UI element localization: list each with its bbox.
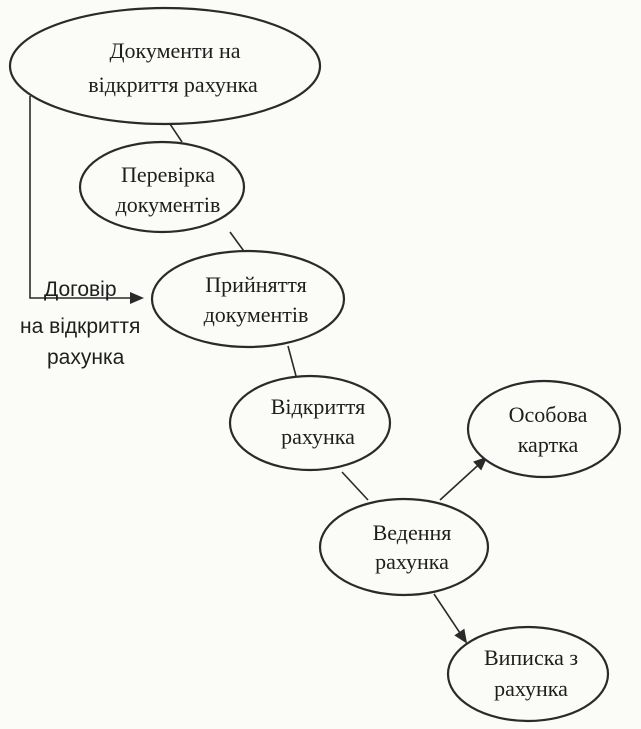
node-accept-ellipse	[152, 251, 344, 347]
node-maintain	[320, 499, 488, 595]
edge-accept-to-open	[288, 346, 296, 376]
node-check-line1: Перевірка	[120, 162, 216, 187]
agreement-label-line2: на відкриття	[20, 315, 141, 338]
node-statement	[448, 627, 608, 721]
node-personal-card-line2: картка	[517, 432, 579, 457]
node-documents-line1: Документи на	[109, 38, 241, 63]
node-documents-ellipse	[10, 8, 320, 124]
node-open-line1: Відкриття	[270, 394, 366, 419]
node-maintain-line2: рахунка	[375, 549, 449, 574]
node-open-ellipse	[230, 376, 390, 470]
node-maintain-line1: Ведення	[372, 520, 452, 545]
node-statement-line2: рахунка	[494, 676, 568, 701]
node-documents	[10, 8, 320, 124]
node-accept-line1: Прийняття	[205, 272, 307, 297]
node-maintain-ellipse	[320, 499, 488, 595]
node-check-line2: документів	[115, 192, 221, 217]
edge-maintain-to-card-arrow	[440, 458, 486, 500]
node-open-line2: рахунка	[281, 424, 355, 449]
edge-documents-to-check	[170, 124, 182, 142]
agreement-label	[20, 278, 140, 369]
agreement-label-line1: Договір	[44, 278, 117, 301]
node-open	[230, 376, 390, 470]
node-statement-ellipse	[448, 627, 608, 721]
edge-open-to-maintain	[342, 472, 368, 500]
node-check	[80, 142, 244, 232]
node-personal-card-ellipse	[468, 381, 620, 477]
node-accept-line2: документів	[203, 302, 309, 327]
node-statement-line1: Виписка з	[483, 645, 579, 670]
edge-maintain-to-statement-arrow	[434, 594, 466, 642]
node-accept	[152, 251, 344, 347]
node-documents-line2: відкриття рахунка	[88, 72, 258, 97]
agreement-label-line3: рахунка	[47, 346, 125, 369]
node-personal-card-line1: Особова	[508, 402, 588, 427]
node-check-ellipse	[80, 142, 244, 232]
node-personal-card	[468, 381, 620, 477]
